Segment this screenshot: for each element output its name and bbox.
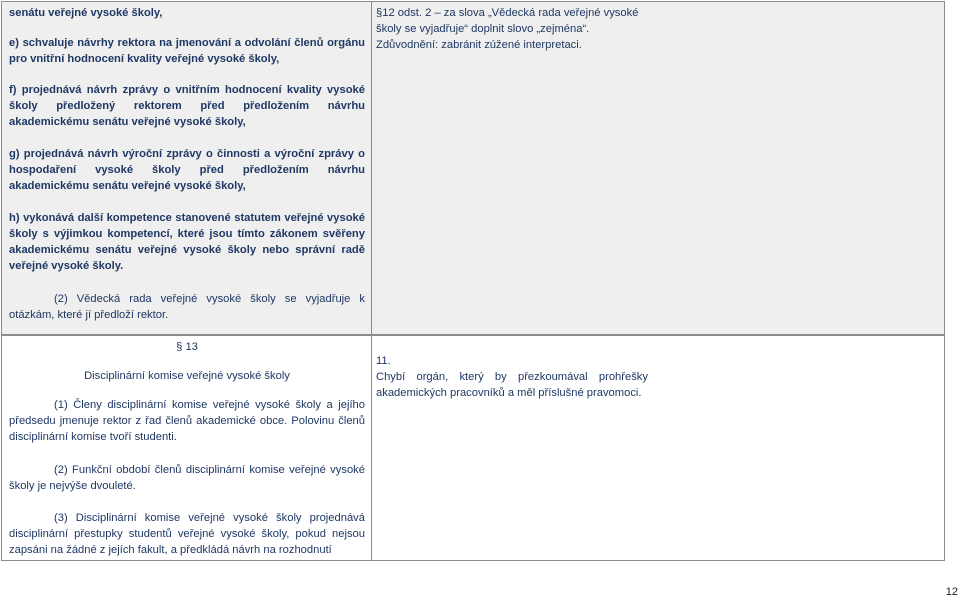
paragraph-1: (1) Členy disciplinární komise veřejné vysoké školy a jejího předsedu jmenuje rektor z řad členů akademické obce. Polovinu členů disciplinární komise tvoří studenti.	[9, 399, 365, 443]
comment-text-lower: Chybí orgán, který by přezkoumával prohřešky akademických pracovníků a měl příslušné pravomoci.	[376, 371, 648, 399]
paragraph-2: (2) Vědecká rada veřejné vysoké školy se vyjadřuje k otázkám, které jí předloží rektor.	[9, 293, 365, 321]
section-number: § 13	[176, 341, 198, 353]
page-number: 12	[945, 586, 958, 598]
comment-number: 11.	[376, 355, 391, 367]
paragraph-2-lower: (2) Funkční období členů disciplinární komise veřejné vysoké školy je nejvýše dvouleté.	[9, 464, 365, 492]
comment-cell-upper	[372, 2, 945, 335]
item-f: f) projednává návrh zprávy o vnitřním hodnocení kvality vysoké školy předložený rektorem před předložením návrhu akademickému senátu veřejné vysoké školy,	[9, 84, 365, 128]
comment-justification: Zdůvodnění: zabránit zúžené interpretaci.	[376, 39, 582, 51]
comment-table-lower	[1, 335, 945, 561]
law-text-cell-lower	[2, 336, 372, 561]
comment-table-upper	[1, 1, 945, 335]
law-text-cell-upper	[2, 2, 372, 335]
comment-text: §12 odst. 2 – za slova „Vědecká rada veřejné vysoké školy se vyjadřuje“ doplnit slovo „zejména“.	[376, 7, 639, 35]
item-g: g) projednává návrh výroční zprávy o činnosti a výroční zprávy o hospodaření vysoké školy před předložením návrhu akademickému senátu veřejné vysoké školy,	[9, 148, 365, 192]
comment-cell-lower	[372, 336, 945, 561]
item-e: e) schvaluje návrhy rektora na jmenování a odvolání členů orgánu pro vnitřní hodnocení kvality veřejné vysoké školy,	[9, 37, 365, 65]
paragraph-3: (3) Disciplinární komise veřejné vysoké školy projednává disciplinární přestupky studentů veřejné vysoké školy, pokud nejsou zapsáni na žádné z jejích fakult, a předkládá návrh na rozhodnutí	[9, 512, 365, 556]
section-heading: Disciplinární komise veřejné vysoké školy	[84, 370, 290, 382]
item-h: h) vykonává další kompetence stanovené statutem veřejné vysoké školy s výjimkou kompetencí, které jsou tímto zákonem svěřeny akademickému senátu veřejné vysoké školy nebo správní radě veřejné vysoké školy.	[9, 212, 365, 272]
line-senat: senátu veřejné vysoké školy,	[9, 7, 163, 19]
